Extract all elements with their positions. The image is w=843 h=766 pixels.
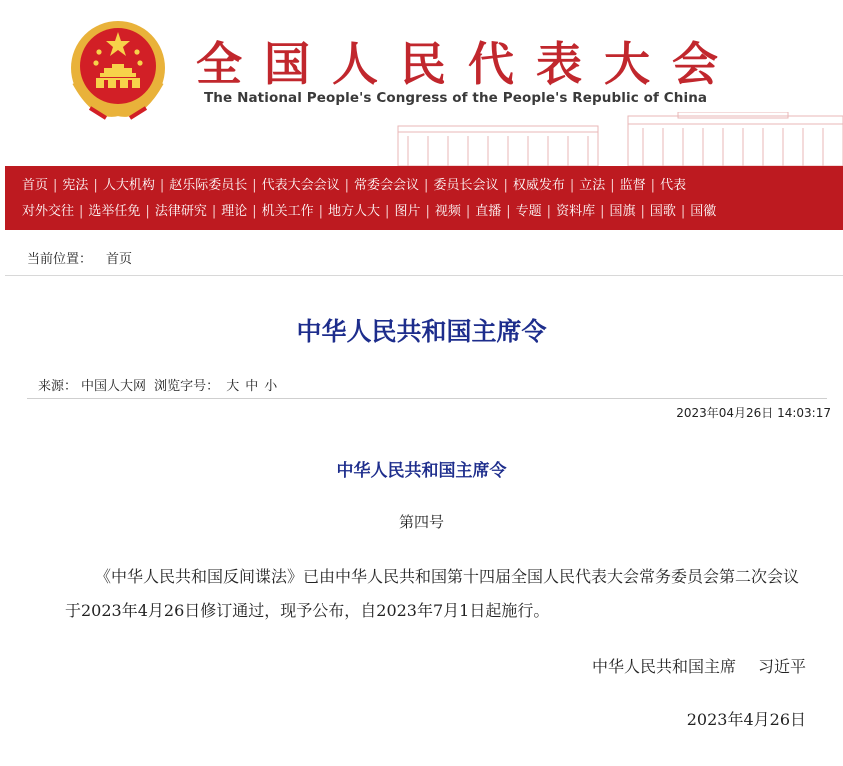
publish-datetime: 2023年04月26日 14:03:17 — [676, 406, 831, 420]
nav-item-topics[interactable]: 专题 — [515, 204, 542, 219]
nav-item-database[interactable]: 资料库 — [556, 204, 596, 219]
nav-separator: | — [252, 178, 257, 193]
nav-item-national-flag[interactable]: 国旗 — [609, 204, 636, 219]
nav-item-npc-organs[interactable]: 人大机构 — [102, 178, 155, 193]
nav-separator: | — [610, 178, 615, 193]
nav-item-council-of-chairmen[interactable]: 委员长会议 — [433, 178, 499, 193]
nav-item-deputies[interactable]: 代表 — [660, 178, 687, 193]
source-value: 中国人大网 — [81, 379, 147, 394]
nav-separator: | — [318, 204, 324, 219]
font-size-large-button[interactable]: 大 — [226, 379, 240, 394]
nav-item-elections-appointments[interactable]: 选举任免 — [88, 204, 141, 219]
nav-item-theory[interactable]: 理论 — [221, 204, 248, 219]
font-size-medium-button[interactable]: 中 — [245, 379, 259, 394]
nav-item-national-anthem[interactable]: 国歌 — [649, 204, 676, 219]
nav-item-foreign-exchanges[interactable]: 对外交往 — [22, 204, 75, 219]
order-heading: 中华人民共和国主席令 — [336, 461, 507, 481]
order-number: 第四号 — [398, 513, 444, 531]
nav-separator: | — [425, 204, 430, 219]
great-hall-illustration — [388, 112, 843, 166]
main-nav — [5, 166, 843, 230]
nav-separator: | — [546, 204, 552, 219]
nav-separator: | — [344, 178, 350, 193]
nav-item-local-congresses[interactable]: 地方人大 — [328, 204, 381, 219]
nav-separator: | — [159, 178, 165, 193]
site-header — [0, 0, 843, 166]
nav-item-video[interactable]: 视频 — [434, 204, 461, 219]
breadcrumb-label: 当前位置： — [27, 252, 93, 267]
nav-row-1 — [22, 176, 686, 196]
nav-separator: | — [569, 178, 575, 193]
nav-row-2 — [22, 202, 716, 222]
nav-item-supervision[interactable]: 监督 — [619, 178, 646, 193]
nav-item-chairman[interactable]: 赵乐际委员长 — [169, 178, 248, 193]
site-subtitle: The National People's Congress of the People's Republic of China — [204, 90, 708, 106]
nav-item-releases[interactable]: 权威发布 — [512, 178, 565, 193]
signing-date: 2023年4月26日 — [686, 710, 806, 729]
breadcrumb — [27, 248, 132, 267]
signer-name: 习近平 — [757, 657, 806, 676]
font-size-label: 浏览字号： — [154, 379, 220, 394]
breadcrumb-home-link[interactable]: 首页 — [106, 252, 133, 267]
divider — [27, 398, 827, 399]
nav-separator: | — [640, 204, 645, 219]
nav-item-legislation[interactable]: 立法 — [579, 178, 606, 193]
nav-separator: | — [600, 204, 605, 219]
nav-item-standing-committee[interactable]: 常委会会议 — [354, 178, 420, 193]
article-meta — [38, 375, 280, 394]
article-title: 中华人民共和国主席令 — [296, 317, 547, 346]
nav-separator: | — [506, 204, 511, 219]
nav-separator: | — [93, 178, 98, 193]
nav-item-congress-sessions[interactable]: 代表大会会议 — [261, 178, 340, 193]
nav-item-organ-work[interactable]: 机关工作 — [261, 204, 314, 219]
national-emblem-icon — [66, 18, 170, 122]
nav-separator: | — [79, 204, 84, 219]
signer-title: 中华人民共和国主席 — [591, 657, 736, 676]
nav-separator: | — [503, 178, 508, 193]
nav-item-constitution[interactable]: 宪法 — [62, 178, 89, 193]
nav-separator: | — [53, 178, 58, 193]
divider — [5, 275, 843, 276]
nav-item-legal-research[interactable]: 法律研究 — [154, 204, 207, 219]
nav-separator: | — [252, 204, 257, 219]
order-body: 《中华人民共和国反间谍法》已由中华人民共和国第十四届全国人民代表大会常务委员会第二次会议于2023年4月26日修订通过，现予公布，自2023年7月1日起施行。 — [65, 567, 800, 620]
nav-separator: | — [145, 204, 150, 219]
nav-item-national-emblem[interactable]: 国徽 — [690, 204, 717, 219]
source-label: 来源： — [38, 379, 78, 394]
signature — [592, 654, 806, 677]
nav-item-live[interactable]: 直播 — [475, 204, 502, 219]
nav-item-home[interactable]: 首页 — [22, 178, 49, 193]
site-title: 全国人民代表大会 — [196, 37, 740, 91]
nav-separator: | — [211, 204, 217, 219]
nav-separator: | — [385, 204, 390, 219]
nav-separator: | — [680, 204, 686, 219]
nav-item-pictures[interactable]: 图片 — [394, 204, 421, 219]
nav-separator: | — [465, 204, 471, 219]
nav-separator: | — [424, 178, 429, 193]
font-size-small-button[interactable]: 小 — [264, 379, 278, 394]
nav-separator: | — [650, 178, 656, 193]
